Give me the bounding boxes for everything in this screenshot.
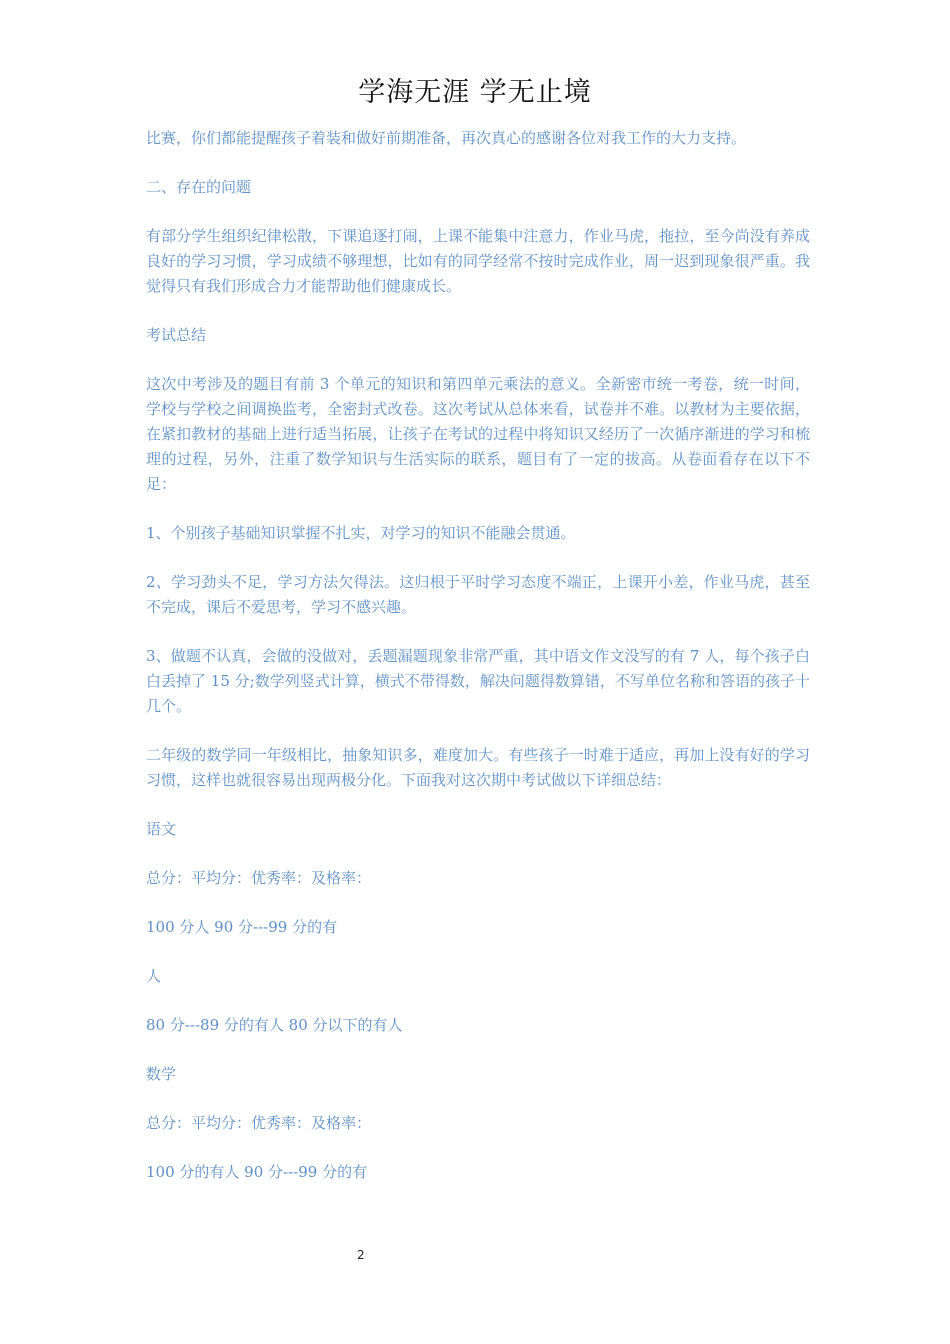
- document-body: [146, 126, 810, 1209]
- paragraph-continuation: 比赛，你们都能提醒孩子着装和做好前期准备，再次真心的感谢各位对我工作的大力支持。: [146, 129, 747, 147]
- math-score-line-1: 100 分的有人 90 分---99 分的有: [146, 1163, 368, 1181]
- math-score-summary: 总分：平均分：优秀率：及格率：: [146, 1114, 372, 1132]
- paragraph-problems: 有部分学生组织纪律松散，下课追逐打闹，上课不能集中注意力，作业马虎，拖拉，至今尚没有养成良好的学习习惯，学习成绩不够理想，比如有的同学经常不按时完成作业，周一迟到现象很严重。我觉得只有我们形成合力才能帮助他们健康成长。: [146, 227, 810, 295]
- subject-heading-math: 数学: [146, 1065, 177, 1083]
- list-item-2: 2、学习劲头不足，学习方法欠得法。这归根于平时学习态度不端正，上课开小差，作业马虎，甚至不完成，课后不爱思考，学习不感兴趣。: [146, 573, 810, 616]
- page-header-title: 学海无涯 学无止境: [358, 77, 592, 108]
- page-number: 2: [357, 1248, 365, 1262]
- section-heading-problems: 二、存在的问题: [146, 178, 252, 196]
- paragraph-exam-overview: 这次中考涉及的题目有前 3 个单元的知识和第四单元乘法的意义。全新密市统一考卷，统一时间，学校与学校之间调换监考，全密封式改卷。这次考试从总体来看，试卷并不难。以教材为主要依据，在紧扣教材的基础上进行适当拓展，让孩子在考试的过程中将知识又经历了一次循序渐进的学习和梳理的过程，另外，注重了数学知识与生活实际的联系，题目有了一定的拔高。从卷面看存在以下不足：: [146, 375, 810, 493]
- chinese-score-line-2: 人: [146, 967, 162, 985]
- list-item-3: 3、做题不认真，会做的没做对，丢题漏题现象非常严重，其中语文作文没写的有 7 人，每个孩子白白丢掉了 15 分;数学列竖式计算，横式不带得数，解决问题得数算错，不写单位名称和答语的孩子十几个。: [146, 647, 810, 715]
- chinese-score-summary: 总分：平均分：优秀率：及格率：: [146, 869, 372, 887]
- subject-heading-chinese: 语文: [146, 820, 177, 838]
- paragraph-grade-comparison: 二年级的数学同一年级相比，抽象知识多，难度加大。有些孩子一时难于适应，再加上没有好的学习习惯，这样也就很容易出现两极分化。下面我对这次期中考试做以下详细总结：: [146, 746, 810, 789]
- chinese-score-line-1: 100 分人 90 分---99 分的有: [146, 918, 338, 936]
- list-item-1: 1、个别孩子基础知识掌握不扎实，对学习的知识不能融会贯通。: [146, 524, 576, 542]
- chinese-score-line-3: 80 分---89 分的有人 80 分以下的有人: [146, 1016, 403, 1034]
- section-heading-exam-summary: 考试总结: [146, 326, 207, 344]
